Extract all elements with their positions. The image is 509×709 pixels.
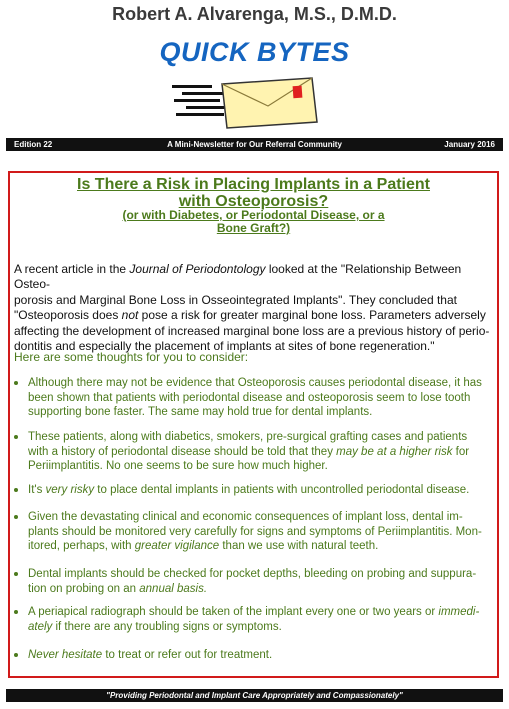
article-box — [8, 171, 499, 678]
bullet-dot-icon — [14, 381, 18, 385]
bullet-line: supporting bone faster. The same may hold true for dental implants. — [28, 406, 373, 419]
bullet-line: It's very risky to place dental implants in patients with uncontrolled periodontal disease. — [28, 484, 470, 496]
subtitle-line: Bone Graft?) — [216, 221, 291, 235]
intro-line: porosis and Marginal Bone Loss in Osseointegrated Implants". They concluded that — [14, 292, 457, 307]
bullet-dot-icon — [14, 572, 18, 576]
bullet-item — [28, 430, 506, 474]
title-line: with Osteoporosis? — [178, 193, 329, 210]
intro-line: "Osteoporosis does not pose a risk for greater marginal bone loss. Parameters adversely — [14, 308, 486, 323]
bullet-line: ately if there are any troubling signs or symptoms. — [28, 620, 282, 633]
bullet-item — [28, 510, 506, 554]
bullet-line: Never hesitate to treat or refer out for treatment. — [28, 649, 273, 661]
bullet-line: These patients, along with diabetics, smokers, pre-surgical grafting cases and patients — [28, 431, 468, 443]
bullet-item — [28, 376, 506, 420]
intro-line: A recent article in the Journal of Periodontology looked at the "Relationship Between Osteo- — [14, 262, 462, 292]
bullet-line: been shown that patients with periodontal disease and osteoporosis seem to lose tooth — [28, 391, 471, 404]
bullet-item — [28, 567, 506, 596]
bullet-dot-icon — [14, 435, 18, 439]
subtitle-line: (or with Diabetes, or Periodontal Disease, or a — [122, 208, 385, 222]
bullet-item — [28, 483, 506, 498]
edition-bar — [6, 138, 503, 151]
footer-motto: "Providing Periodontal and Implant Care Appropriately and Compassionately" — [106, 691, 403, 700]
article-subtitle — [8, 209, 499, 235]
footer-bar — [6, 689, 503, 702]
bullet-line: Given the devastating clinical and economic consequences of implant loss, dental im- — [28, 511, 463, 523]
author-name: Robert A. Alvarenga, M.S., D.M.D. — [112, 4, 397, 24]
bullet-line: Although there may not be evidence that Osteoporosis causes periodontal disease, it has — [28, 377, 482, 389]
flying-envelope-icon — [172, 76, 332, 132]
edition-label: Edition 22 — [14, 140, 53, 149]
bullet-line: plants should be monitored very carefully for signs and symptoms of Periimplantitis. Mon- — [28, 525, 482, 538]
consider-heading: Here are some thoughts for you to consider: — [14, 350, 249, 364]
bullet-dot-icon — [14, 610, 18, 614]
bullet-line: tion on probing on an annual basis. — [28, 582, 208, 595]
bullet-dot-icon — [14, 488, 18, 492]
bullet-item — [28, 648, 506, 663]
bullet-line: Dental implants should be checked for pocket depths, bleeding on probing and suppura- — [28, 568, 477, 580]
intro-line: affecting the development of increased marginal bone loss are a previous history of perio- — [14, 323, 490, 338]
bullet-line: A periapical radiograph should be taken of the implant every one or two years or immedi- — [28, 606, 480, 618]
issue-date: January 2016 — [444, 140, 495, 149]
bullet-dot-icon — [14, 515, 18, 519]
intro-paragraph — [14, 262, 494, 354]
bullet-item — [28, 605, 506, 634]
intro-line: dontitis and especially the placement of implants at sites of bone regeneration." — [14, 339, 435, 354]
bullet-line: with a history of periodontal disease should be told that they may be at a higher risk for — [28, 445, 470, 458]
title-line: Is There a Risk in Placing Implants in a Patient — [77, 176, 430, 193]
newsletter-tagline: A Mini-Newsletter for Our Referral Community — [167, 140, 342, 149]
article-title — [8, 176, 499, 210]
bullet-dot-icon — [14, 653, 18, 657]
newsletter-title: QUICK BYTES — [159, 37, 350, 67]
bullet-line: itored, perhaps, with greater vigilance than we use with natural teeth. — [28, 540, 379, 553]
bullet-line: Periimplantitis. No one seems to be sure how much higher. — [28, 460, 328, 473]
